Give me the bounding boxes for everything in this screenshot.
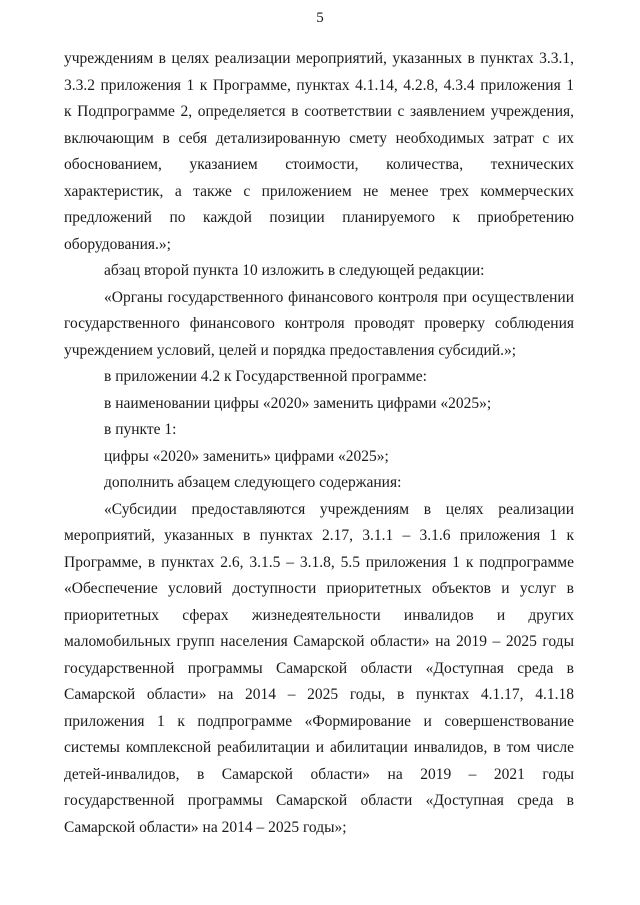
page-number: 5 [316, 10, 324, 26]
text-line: включающим в себя детализированную смету необходимых затрат с их [64, 129, 574, 147]
text-line: в пункте 1: [104, 421, 177, 438]
text-line: обоснованием, указанием стоимости, количества, технических [64, 156, 574, 173]
text-line: Самарской области» на 2014 – 2025 годы»; [64, 818, 347, 836]
text-line: приоритетных сферах жизнедеятельности инвалидов и других [64, 606, 574, 624]
text-line: в приложении 4.2 к Государственной программе: [104, 368, 427, 385]
text-line: «Органы государственного финансового контроля при осуществлении [104, 288, 574, 306]
text-line: цифры «2020» заменить» цифрами «2025»; [104, 447, 389, 465]
text-line: учреждениям в целях реализации мероприятий, указанных в пунктах 3.3.1, [64, 50, 574, 67]
text-line: абзац второй пункта 10 изложить в следующей редакции: [104, 262, 485, 279]
text-line: «Субсидии предоставляются учреждениям в целях реализации [104, 500, 574, 518]
text-line: государственной программы Самарской области «Доступная среда в [64, 659, 574, 677]
text-line: 3.3.2 приложения 1 к Программе, пунктах 4.1.14, 4.2.8, 4.3.4 приложения 1 [64, 76, 574, 94]
text-line: детей-инвалидов, в Самарской области» на 2019 – 2021 годы [64, 765, 574, 783]
text-line: к Подпрограмме 2, определяется в соответствии с заявлением учреждения, [64, 103, 574, 120]
document-body [64, 46, 574, 841]
text-line: приложения 1 к подпрограмме «Формирование и совершенствование [64, 712, 574, 730]
text-line: характеристик, а также с приложением не менее трех коммерческих [64, 182, 574, 200]
text-line: дополнить абзацем следующего содержания: [104, 474, 402, 491]
text-line: «Обеспечение условий доступности приоритетных объектов и услуг в [64, 580, 574, 597]
text-line: мероприятий, указанных в пунктах 2.17, 3.1.1 – 3.1.6 приложения 1 к [64, 527, 574, 544]
text-line: Самарской области» на 2014 – 2025 годы, в пунктах 4.1.17, 4.1.18 [64, 686, 574, 703]
text-line: Программе, в пунктах 2.6, 3.1.5 – 3.1.8, 5.5 приложения 1 к подпрограмме [64, 553, 574, 571]
text-line: предложений по каждой позиции планируемого к приобретению [64, 209, 574, 226]
text-line: системы комплексной реабилитации и абилитации инвалидов, в том числе [64, 739, 574, 756]
text-line: государственного финансового контроля проводят проверку соблюдения [64, 315, 574, 332]
text-line: учреждением условий, целей и порядка предоставления субсидий.»; [64, 341, 517, 359]
text-line: государственной программы Самарской области «Доступная среда в [64, 792, 574, 809]
text-line: маломобильных групп населения Самарской области» на 2019 – 2025 годы [64, 633, 574, 650]
text-line: оборудования.»; [64, 235, 171, 253]
text-line: в наименовании цифры «2020» заменить цифрами «2025»; [104, 394, 492, 412]
